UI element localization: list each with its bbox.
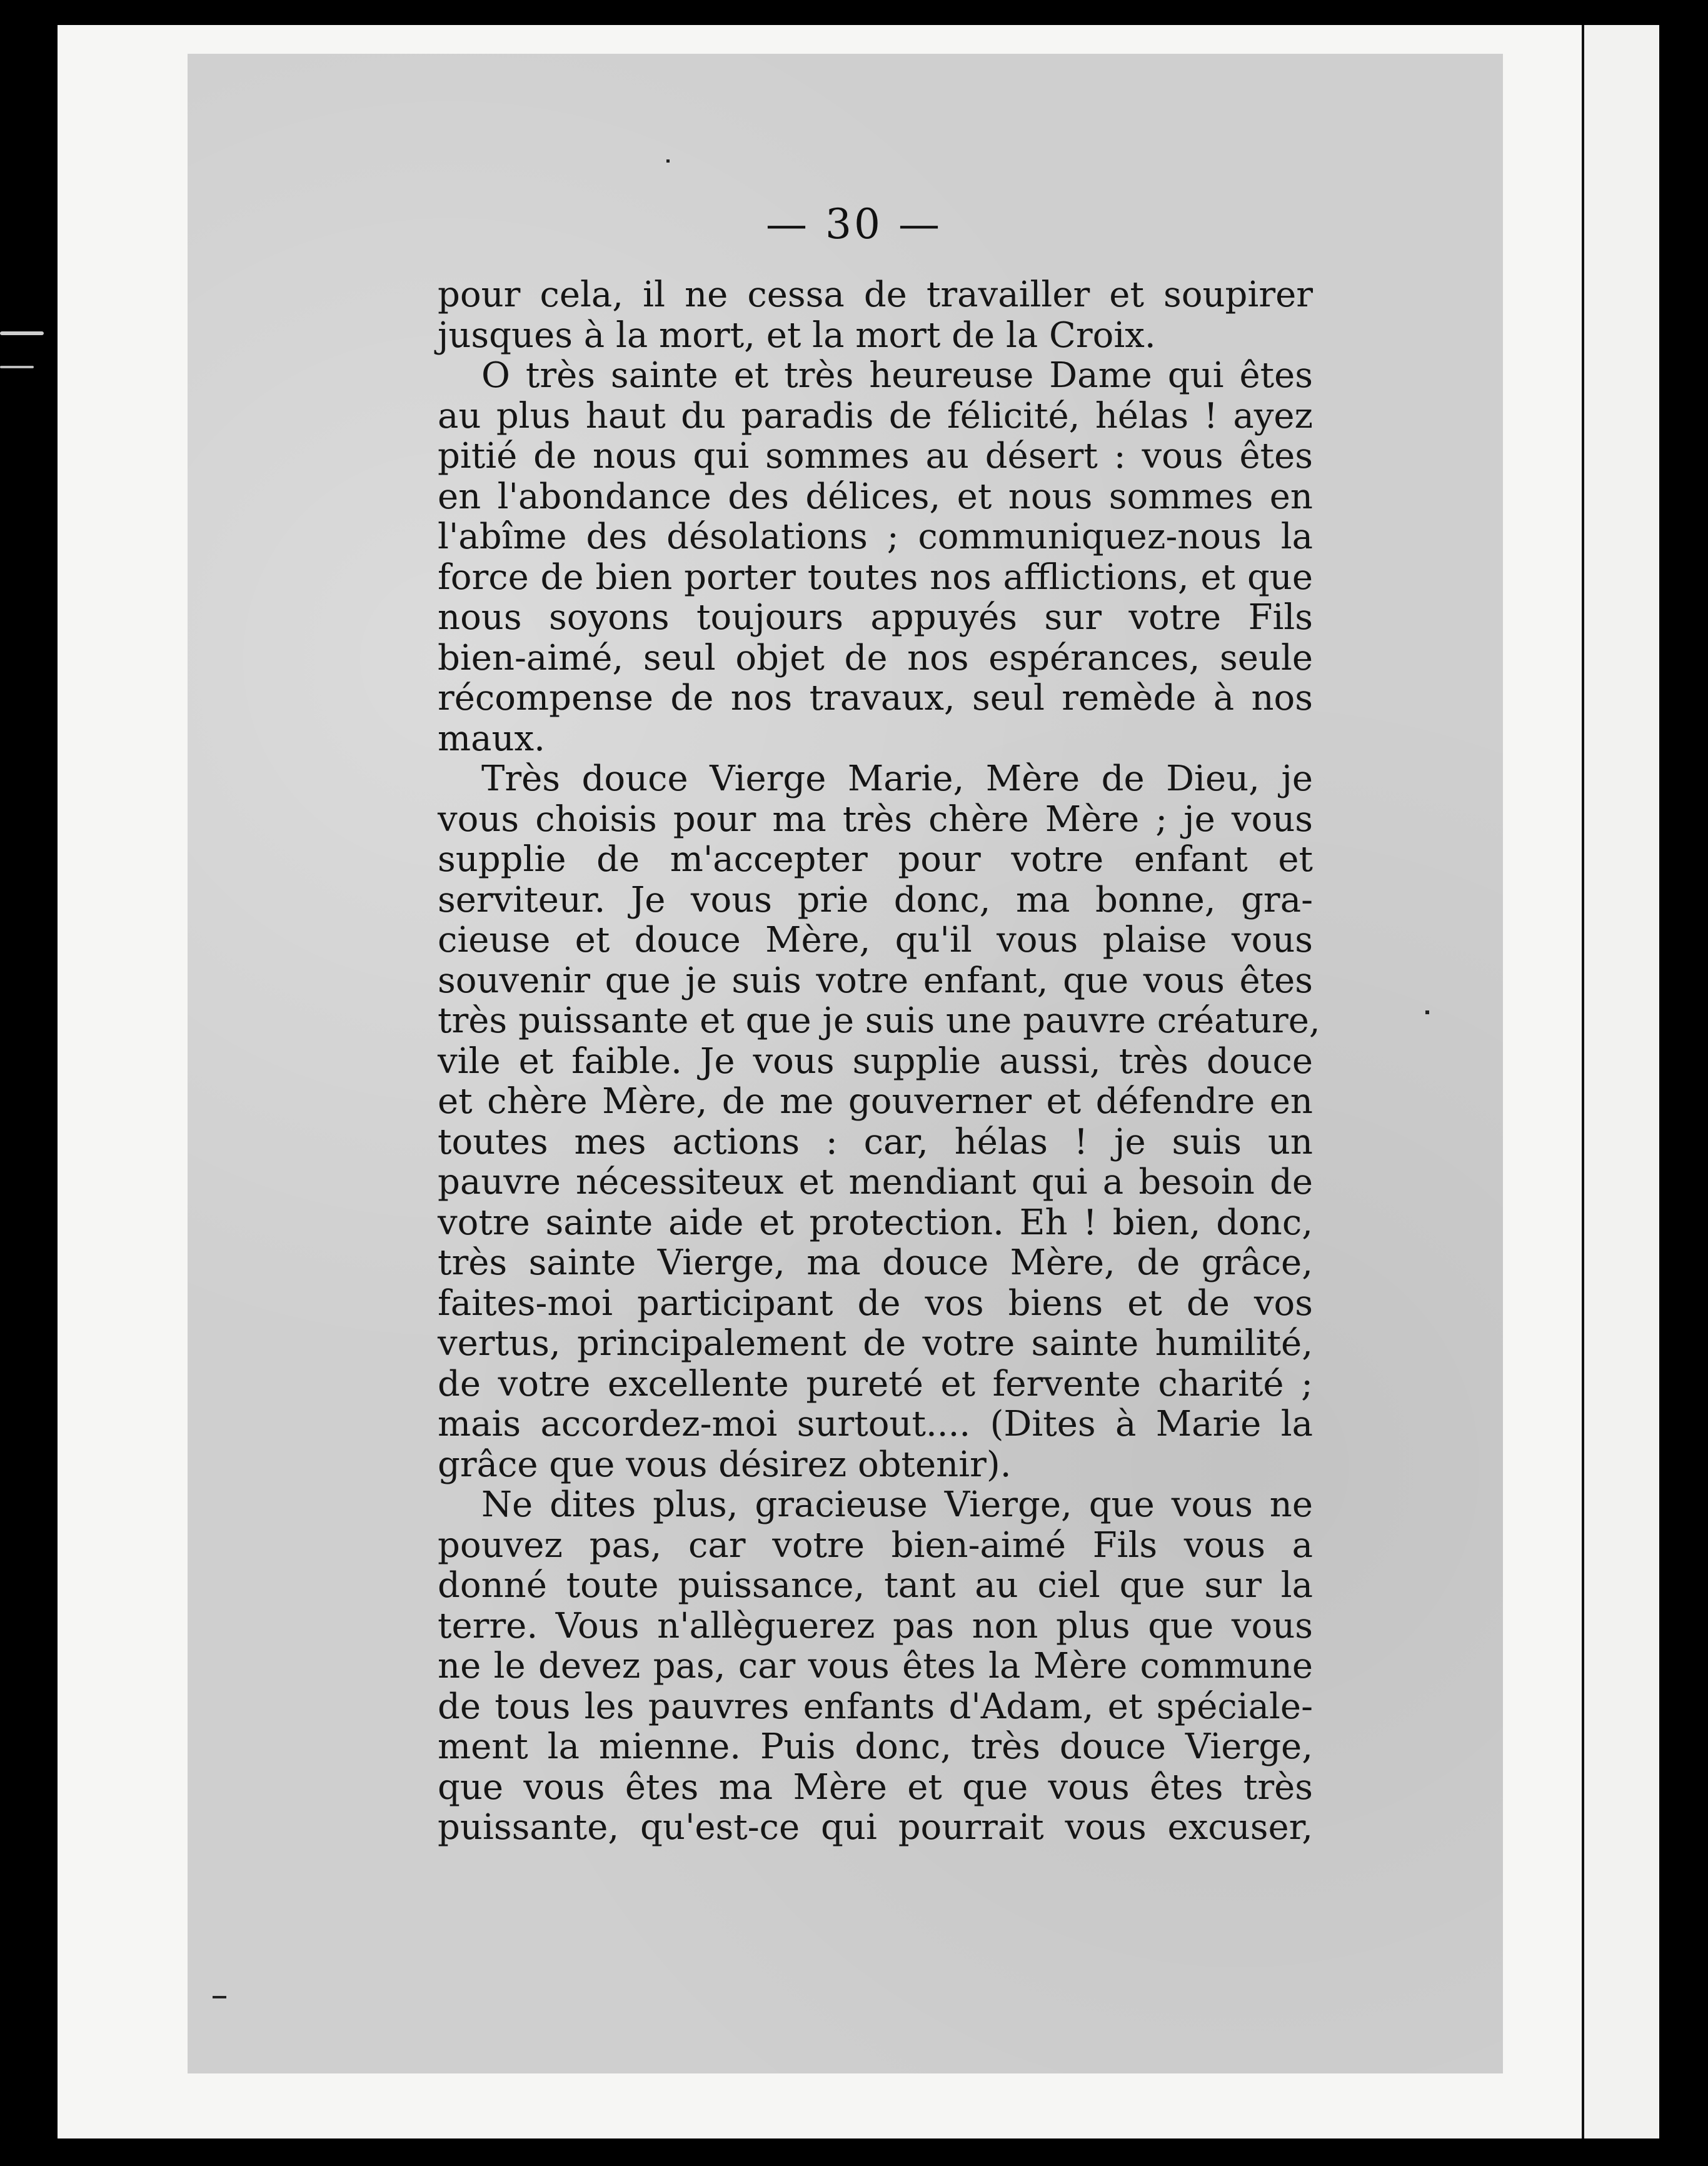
paragraph (438, 356, 1313, 759)
text-line: toutes mes actions : car, hélas ! je suis un (438, 1121, 1313, 1162)
text-line: donné toute puissance, tant au ciel que sur la (438, 1565, 1313, 1606)
text-line: que vous êtes ma Mère et que vous êtes très (438, 1766, 1313, 1808)
text-line: force de bien porter toutes nos afflictions, et que (438, 557, 1313, 598)
body-text (438, 275, 1320, 1848)
margin-scan-mark (0, 331, 44, 335)
text-line: de tous les pauvres enfants d'Adam, et spéciale- (438, 1686, 1313, 1727)
margin-scan-mark (0, 366, 34, 368)
text-line: puissante, qu'est-ce qui pourrait vous excuser, (438, 1807, 1313, 1848)
paragraph (438, 1485, 1313, 1848)
text-line: votre sainte aide et protection. Eh ! bien, donc, (438, 1202, 1313, 1243)
paragraph (438, 758, 1320, 1485)
text-line: et chère Mère, de me gouverner et défendre en (438, 1081, 1313, 1122)
text-line: terre. Vous n'allèguerez pas non plus que vous (438, 1605, 1313, 1646)
text-line: l'abîme des désolations ; communiquez-nous la (438, 516, 1313, 557)
text-line: Ne dites plus, gracieuse Vierge, que vous ne (481, 1484, 1313, 1525)
adjacent-page-edge (1582, 25, 1659, 2138)
text-line: nous soyons toujours appuyés sur votre Fils (438, 597, 1313, 638)
text-line: O très sainte et très heureuse Dame qui êtes (481, 355, 1313, 396)
text-line: jusques à la mort, et la mort de la Croix. (438, 315, 1156, 356)
text-line: pouvez pas, car votre bien-aimé Fils vous a (438, 1524, 1313, 1566)
page-number: — 30 — (766, 200, 942, 248)
text-line: Très douce Vierge Marie, Mère de Dieu, je (481, 758, 1313, 799)
text-line: très puissante et que je suis une pauvre créature, (438, 1000, 1320, 1041)
text-line: vile et faible. Je vous supplie aussi, très douce (438, 1040, 1313, 1082)
text-line: vous choisis pour ma très chère Mère ; je vous (438, 798, 1313, 840)
text-line: pauvre nécessiteux et mendiant qui a besoin de (438, 1162, 1313, 1202)
text-line: bien-aimé, seul objet de nos espérances, seule (438, 637, 1313, 678)
text-line: récompense de nos travaux, seul remède à nos (438, 678, 1313, 718)
text-line: de votre excellente pureté et fervente charité ; (438, 1363, 1313, 1404)
text-line: grâce que vous désirez obtenir). (438, 1444, 1012, 1485)
text-line: très sainte Vierge, ma douce Mère, de grâce, (438, 1242, 1313, 1283)
text-line: pitié de nous qui sommes au désert : vous êtes (438, 436, 1313, 476)
text-line: ment la mienne. Puis donc, très douce Vierge, (438, 1726, 1313, 1767)
text-line: mais accordez-moi surtout.... (Dites à Marie la (438, 1404, 1313, 1444)
paragraph (438, 275, 1313, 356)
text-line: ne le devez pas, car vous êtes la Mère commune (438, 1646, 1313, 1686)
text-line: supplie de m'accepter pour votre enfant et (438, 839, 1313, 880)
text-line: serviteur. Je vous prie donc, ma bonne, gra- (438, 879, 1313, 920)
text-line: faites-moi participant de vos biens et de vos (438, 1282, 1313, 1324)
text-line: au plus haut du paradis de félicité, hélas ! ayez (438, 395, 1313, 436)
text-line: vertus, principalement de votre sainte humilité, (438, 1323, 1313, 1364)
text-line: maux. (438, 718, 545, 759)
text-line: cieuse et douce Mère, qu'il vous plaise vous (438, 920, 1313, 960)
text-line: pour cela, il ne cessa de travailler et soupirer (438, 275, 1313, 315)
text-line: en l'abondance des délices, et nous sommes en (438, 476, 1313, 517)
text-line: souvenir que je suis votre enfant, que vous êtes (438, 960, 1313, 1001)
